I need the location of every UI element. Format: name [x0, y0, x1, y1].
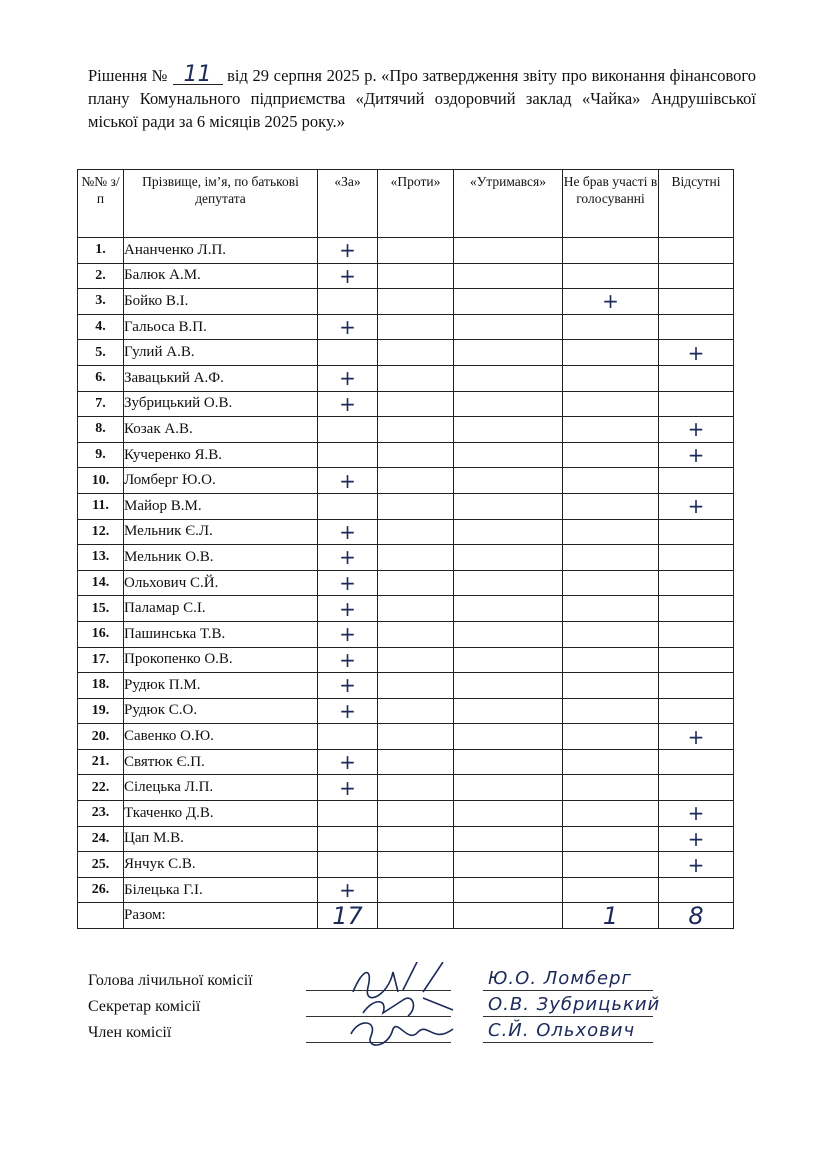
vote-proty: [378, 263, 454, 289]
deputy-name: Паламар С.І.: [124, 596, 318, 622]
vote-za: [318, 340, 378, 366]
vote-nb: [563, 519, 659, 545]
deputy-name: Зубрицький О.В.: [124, 391, 318, 417]
table-row: [78, 263, 734, 289]
vote-utr: [454, 621, 563, 647]
decision-header: [88, 64, 756, 133]
vote-proty: [378, 314, 454, 340]
row-number: 25.: [78, 852, 124, 878]
vote-za: +: [318, 647, 378, 673]
vote-vid: [659, 596, 734, 622]
vote-za: +: [318, 596, 378, 622]
deputy-name: Сілецька Л.П.: [124, 775, 318, 801]
table-row: [78, 724, 734, 750]
deputy-name: Бойко В.І.: [124, 289, 318, 315]
row-number: 26.: [78, 877, 124, 903]
vote-proty: [378, 289, 454, 315]
vote-nb: [563, 570, 659, 596]
row-number: 11.: [78, 493, 124, 519]
vote-utr: [454, 340, 563, 366]
table-row: [78, 545, 734, 571]
vote-proty: [378, 775, 454, 801]
vote-nb: [563, 391, 659, 417]
vote-utr: [454, 314, 563, 340]
signature-name: Ю.О. Ломберг: [488, 968, 632, 989]
vote-proty: [378, 545, 454, 571]
signature-role: Член комісії: [88, 1024, 172, 1041]
vote-proty: [378, 519, 454, 545]
table-row: [78, 698, 734, 724]
vote-za: [318, 442, 378, 468]
vote-utr: [454, 647, 563, 673]
vote-vid: [659, 519, 734, 545]
row-number: 14.: [78, 570, 124, 596]
vote-utr: [454, 238, 563, 264]
vote-za: +: [318, 749, 378, 775]
vote-proty: [378, 749, 454, 775]
vote-nb: [563, 621, 659, 647]
deputy-name: Білецька Г.І.: [124, 877, 318, 903]
vote-proty: [378, 238, 454, 264]
deputy-name: Цап М.В.: [124, 826, 318, 852]
vote-utr: [454, 826, 563, 852]
vote-utr: [454, 468, 563, 494]
vote-za: +: [318, 263, 378, 289]
vote-nb: [563, 801, 659, 827]
deputy-name: Ананченко Л.П.: [124, 238, 318, 264]
row-number: 6.: [78, 365, 124, 391]
vote-za: +: [318, 570, 378, 596]
vote-vid: [659, 289, 734, 315]
vote-za: +: [318, 238, 378, 264]
row-number: 21.: [78, 749, 124, 775]
table-row: [78, 365, 734, 391]
row-number: 12.: [78, 519, 124, 545]
total-nb: 1: [563, 903, 659, 929]
vote-nb: [563, 314, 659, 340]
total-vid: 8: [659, 903, 734, 929]
row-number: 3.: [78, 289, 124, 315]
vote-nb: [563, 647, 659, 673]
decision-prefix: Рішення №: [88, 66, 168, 85]
vote-proty: [378, 570, 454, 596]
vote-vid: [659, 698, 734, 724]
vote-nb: [563, 493, 659, 519]
vote-za: +: [318, 877, 378, 903]
vote-nb: [563, 673, 659, 699]
vote-utr: [454, 852, 563, 878]
vote-nb: [563, 724, 659, 750]
vote-proty: [378, 391, 454, 417]
vote-table: [77, 169, 734, 929]
vote-utr: [454, 519, 563, 545]
row-number: 4.: [78, 314, 124, 340]
deputy-name: Ломберг Ю.О.: [124, 468, 318, 494]
col-header-vid: Відсутні: [659, 170, 734, 238]
table-row: [78, 596, 734, 622]
vote-za: [318, 801, 378, 827]
deputy-name: Прокопенко О.В.: [124, 647, 318, 673]
vote-za: +: [318, 775, 378, 801]
vote-nb: [563, 442, 659, 468]
deputy-name: Рудюк П.М.: [124, 673, 318, 699]
vote-proty: [378, 826, 454, 852]
vote-za: +: [318, 621, 378, 647]
row-number: 17.: [78, 647, 124, 673]
vote-za: [318, 493, 378, 519]
row-number: 19.: [78, 698, 124, 724]
vote-utr: [454, 596, 563, 622]
total-label: Разом:: [124, 903, 318, 929]
deputy-name: Святюк Є.П.: [124, 749, 318, 775]
table-row: [78, 570, 734, 596]
vote-vid: [659, 621, 734, 647]
vote-vid: [659, 673, 734, 699]
vote-proty: [378, 724, 454, 750]
vote-nb: +: [563, 289, 659, 315]
decision-title: від 29 серпня 2025 р. «Про затвердження звіту про виконання фінансового плану Комунального підприємства «Дитячий оздоровчий заклад «Чайка» Андрушівської міської ради за 6 місяців 2025 року.»: [88, 66, 757, 131]
vote-proty: [378, 801, 454, 827]
deputy-name: Мельник Є.Л.: [124, 519, 318, 545]
vote-za: +: [318, 365, 378, 391]
total-za: 17: [318, 903, 378, 929]
table-row: [78, 391, 734, 417]
table-row: [78, 673, 734, 699]
table-row: [78, 749, 734, 775]
vote-utr: [454, 570, 563, 596]
vote-proty: [378, 877, 454, 903]
vote-proty: [378, 442, 454, 468]
vote-utr: [454, 417, 563, 443]
table-row: [78, 417, 734, 443]
vote-vid: [659, 365, 734, 391]
vote-proty: [378, 417, 454, 443]
row-number: 15.: [78, 596, 124, 622]
total-proty: [378, 903, 454, 929]
row-number: 22.: [78, 775, 124, 801]
vote-utr: [454, 698, 563, 724]
signature-name: С.Й. Ольхович: [488, 1020, 636, 1041]
vote-proty: [378, 596, 454, 622]
row-number: 24.: [78, 826, 124, 852]
col-header-nb: Не брав участі в голосуванні: [563, 170, 659, 238]
row-number: 1.: [78, 238, 124, 264]
vote-za: +: [318, 673, 378, 699]
row-number: 2.: [78, 263, 124, 289]
vote-vid: +: [659, 417, 734, 443]
vote-utr: [454, 545, 563, 571]
vote-vid: [659, 263, 734, 289]
vote-nb: [563, 749, 659, 775]
vote-vid: +: [659, 442, 734, 468]
vote-vid: +: [659, 801, 734, 827]
decision-number: 11: [173, 66, 223, 85]
deputy-name: Гулий А.В.: [124, 340, 318, 366]
vote-vid: [659, 468, 734, 494]
vote-za: +: [318, 698, 378, 724]
vote-utr: [454, 289, 563, 315]
vote-nb: [563, 596, 659, 622]
vote-utr: [454, 391, 563, 417]
table-row: [78, 238, 734, 264]
vote-proty: [378, 647, 454, 673]
vote-utr: [454, 775, 563, 801]
vote-nb: [563, 698, 659, 724]
table-row: [78, 775, 734, 801]
vote-za: [318, 724, 378, 750]
total-row: [78, 903, 734, 929]
col-header-utr: «Утримався»: [454, 170, 563, 238]
vote-proty: [378, 673, 454, 699]
vote-za: +: [318, 468, 378, 494]
table-row: [78, 621, 734, 647]
vote-za: +: [318, 314, 378, 340]
signature-member: [88, 1020, 788, 1050]
table-row: [78, 877, 734, 903]
vote-nb: [563, 826, 659, 852]
vote-vid: +: [659, 826, 734, 852]
vote-vid: [659, 647, 734, 673]
vote-utr: [454, 442, 563, 468]
vote-vid: +: [659, 852, 734, 878]
vote-vid: +: [659, 493, 734, 519]
vote-nb: [563, 340, 659, 366]
vote-proty: [378, 698, 454, 724]
table-row: [78, 519, 734, 545]
table-row: [78, 340, 734, 366]
vote-proty: [378, 493, 454, 519]
vote-vid: +: [659, 724, 734, 750]
row-number: 18.: [78, 673, 124, 699]
deputy-name: Кучеренко Я.В.: [124, 442, 318, 468]
vote-nb: [563, 877, 659, 903]
vote-vid: [659, 749, 734, 775]
signature-scrawl-icon: [343, 1014, 463, 1054]
signature-role: Секретар комісії: [88, 998, 201, 1015]
vote-za: [318, 417, 378, 443]
vote-utr: [454, 801, 563, 827]
vote-utr: [454, 263, 563, 289]
vote-proty: [378, 365, 454, 391]
vote-nb: [563, 365, 659, 391]
vote-za: [318, 852, 378, 878]
vote-utr: [454, 493, 563, 519]
vote-za: +: [318, 519, 378, 545]
deputy-name: Ткаченко Д.В.: [124, 801, 318, 827]
vote-nb: [563, 468, 659, 494]
deputy-name: Ольхович С.Й.: [124, 570, 318, 596]
deputy-name: Пашинська Т.В.: [124, 621, 318, 647]
vote-vid: [659, 775, 734, 801]
vote-proty: [378, 340, 454, 366]
vote-vid: [659, 238, 734, 264]
row-number: 7.: [78, 391, 124, 417]
vote-za: [318, 826, 378, 852]
vote-proty: [378, 468, 454, 494]
row-number: 20.: [78, 724, 124, 750]
signature-name: О.В. Зубрицький: [488, 994, 661, 1015]
vote-proty: [378, 621, 454, 647]
table-row: [78, 493, 734, 519]
vote-za: +: [318, 545, 378, 571]
table-header-row: [78, 170, 734, 238]
vote-nb: [563, 852, 659, 878]
row-number: 5.: [78, 340, 124, 366]
vote-nb: [563, 238, 659, 264]
table-row: [78, 852, 734, 878]
vote-vid: [659, 391, 734, 417]
deputy-name: Савенко О.Ю.: [124, 724, 318, 750]
deputy-name: Козак А.В.: [124, 417, 318, 443]
signature-role: Голова лічильної комісії: [88, 972, 253, 989]
vote-za: [318, 289, 378, 315]
row-number: 8.: [78, 417, 124, 443]
deputy-name: Янчук С.В.: [124, 852, 318, 878]
col-header-proty: «Проти»: [378, 170, 454, 238]
row-number: 9.: [78, 442, 124, 468]
vote-nb: [563, 263, 659, 289]
row-number: 13.: [78, 545, 124, 571]
vote-vid: [659, 570, 734, 596]
vote-vid: [659, 545, 734, 571]
vote-nb: [563, 775, 659, 801]
vote-utr: [454, 749, 563, 775]
vote-vid: [659, 877, 734, 903]
deputy-name: Майор В.М.: [124, 493, 318, 519]
table-row: [78, 468, 734, 494]
row-number: 10.: [78, 468, 124, 494]
deputy-name: Рудюк С.О.: [124, 698, 318, 724]
col-header-name: Прізвище, ім’я, по батькові депутата: [124, 170, 318, 238]
col-header-num: №№ з/п: [78, 170, 124, 238]
vote-utr: [454, 673, 563, 699]
vote-utr: [454, 877, 563, 903]
table-row: [78, 442, 734, 468]
col-header-za: «За»: [318, 170, 378, 238]
vote-utr: [454, 724, 563, 750]
deputy-name: Завацький А.Ф.: [124, 365, 318, 391]
total-utr: [454, 903, 563, 929]
row-number: 16.: [78, 621, 124, 647]
vote-nb: [563, 417, 659, 443]
deputy-name: Гальоса В.П.: [124, 314, 318, 340]
deputy-name: Мельник О.В.: [124, 545, 318, 571]
table-row: [78, 647, 734, 673]
table-row: [78, 826, 734, 852]
table-row: [78, 314, 734, 340]
table-row: [78, 801, 734, 827]
vote-za: +: [318, 391, 378, 417]
vote-utr: [454, 365, 563, 391]
vote-table-body: [78, 238, 734, 903]
table-row: [78, 289, 734, 315]
deputy-name: Балюк А.М.: [124, 263, 318, 289]
vote-proty: [378, 852, 454, 878]
vote-vid: [659, 314, 734, 340]
vote-nb: [563, 545, 659, 571]
vote-vid: +: [659, 340, 734, 366]
row-number: 23.: [78, 801, 124, 827]
